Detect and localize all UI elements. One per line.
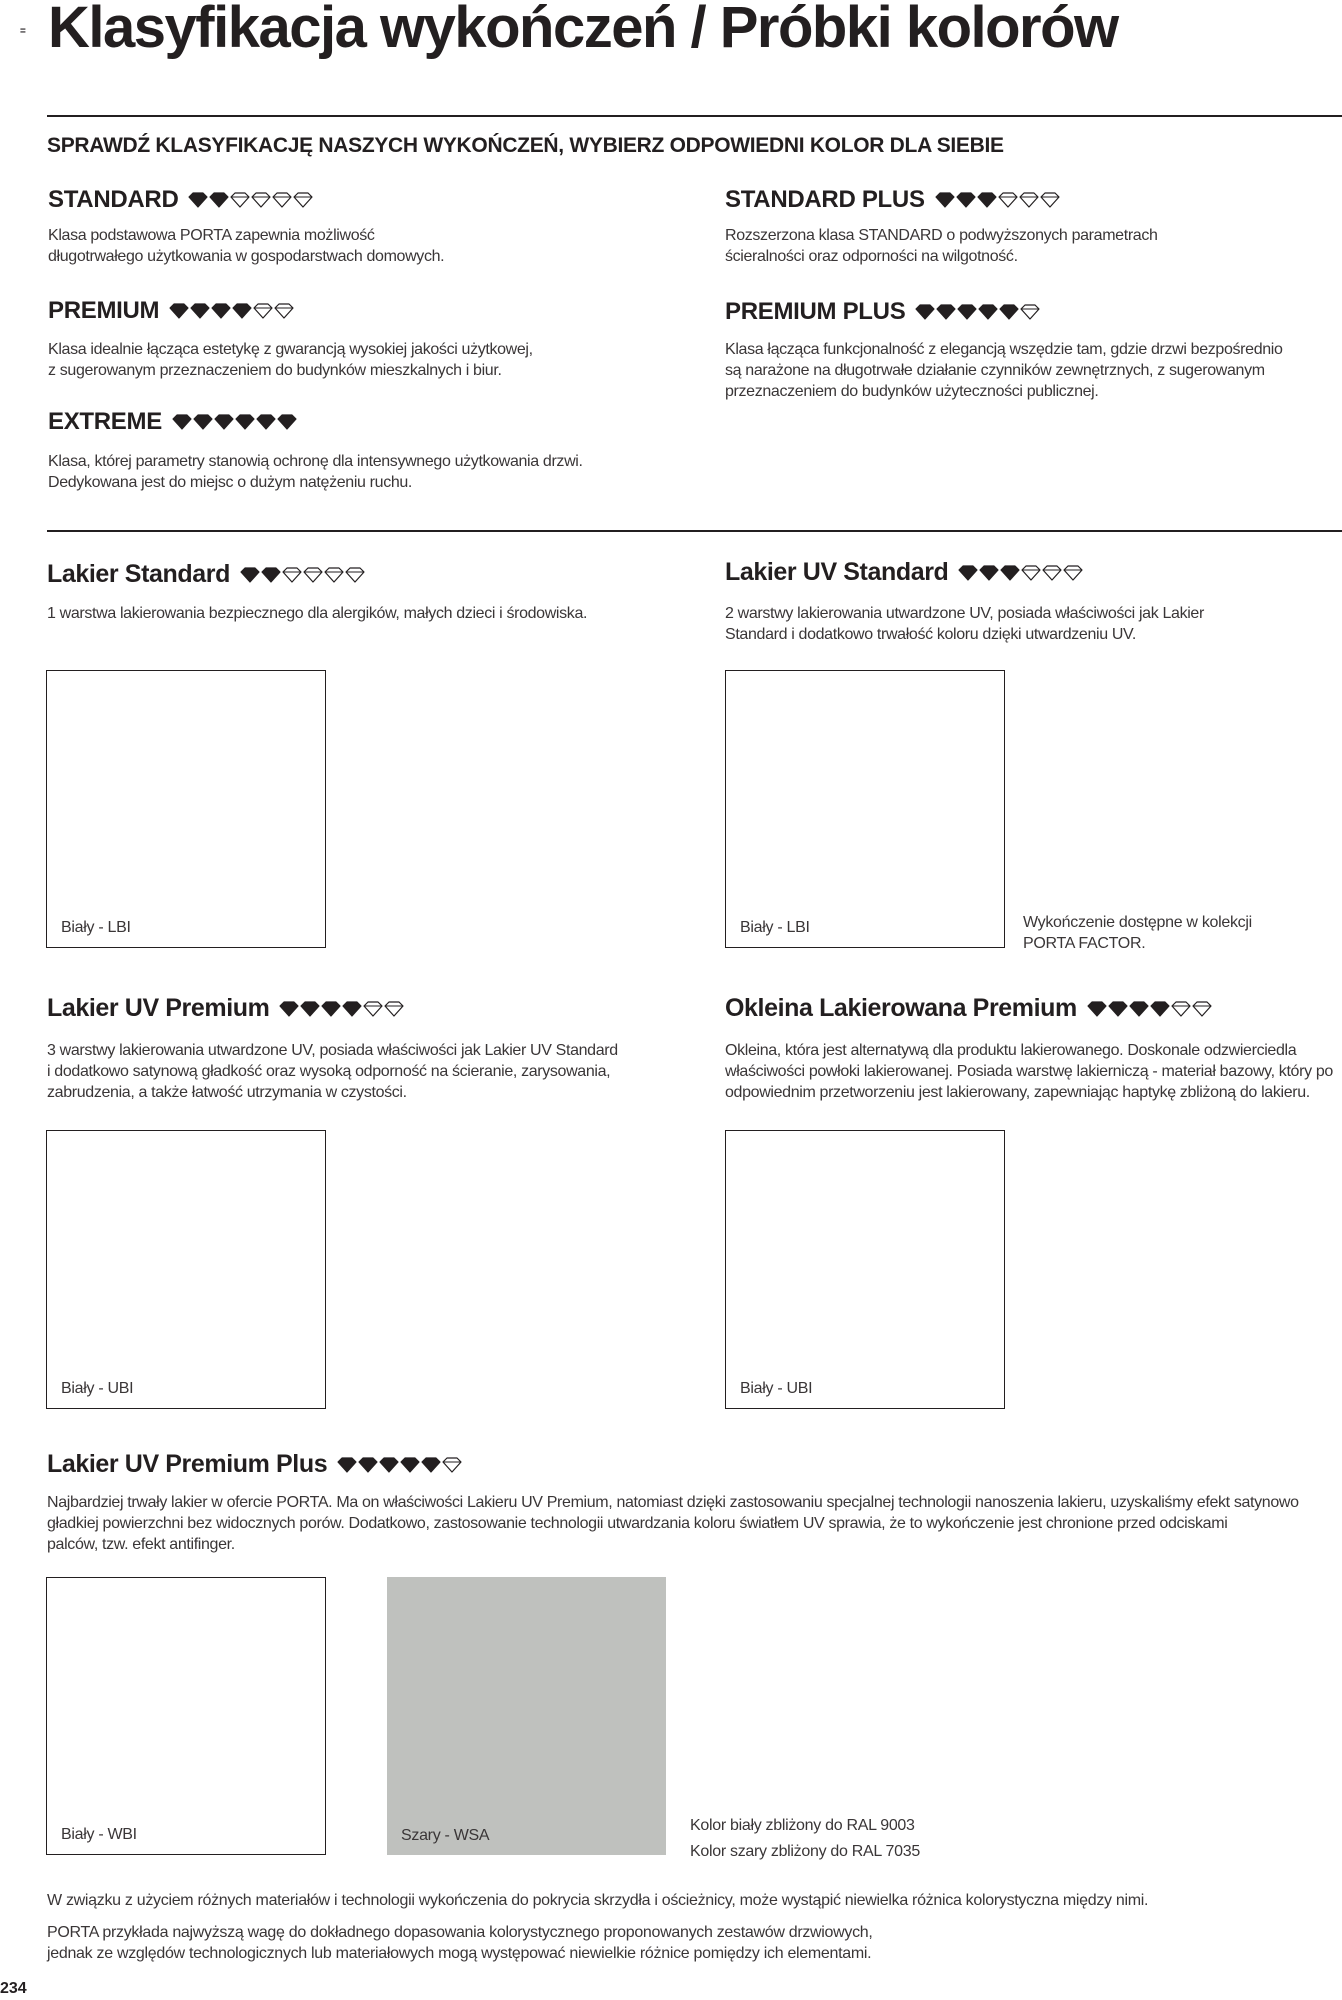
diamond-rating: [958, 565, 1083, 581]
filled-diamond-icon: [400, 1457, 420, 1473]
filled-diamond-icon: [337, 1457, 357, 1473]
desc-line: i dodatkowo satynową gładkość oraz wysoką odporność na ścieranie, zarysowania,: [47, 1063, 611, 1080]
finish-lakier-uv-standard-title: [725, 558, 1083, 587]
empty-diamond-icon: [282, 567, 302, 583]
swatch-label: Biały - LBI: [740, 919, 810, 936]
filled-diamond-icon: [279, 1001, 299, 1017]
diamond-rating: [915, 304, 1040, 320]
filled-diamond-icon: [1108, 1001, 1128, 1017]
empty-diamond-icon: [998, 192, 1018, 208]
finish-lakier-uv-standard-desc: [725, 603, 1335, 645]
diamond-rating: [188, 192, 313, 208]
note-line: Kolor biały zbliżony do RAL 9003: [690, 1817, 915, 1834]
filled-diamond-icon: [209, 192, 229, 208]
color-swatch-white[interactable]: [725, 1130, 1005, 1409]
diamond-rating: [279, 1001, 404, 1017]
empty-diamond-icon: [303, 567, 323, 583]
desc-line: Dedykowana jest do miejsc o dużym natężeniu ruchu.: [48, 474, 413, 491]
finish-name: Lakier UV Premium Plus: [47, 1450, 328, 1478]
filled-diamond-icon: [277, 414, 297, 430]
class-name: STANDARD PLUS: [725, 186, 925, 213]
empty-diamond-icon: [1019, 192, 1039, 208]
desc-line: odpowiednim przetworzeniu jest lakierowany, zapewniając haptykę zbliżoną do lakieru.: [725, 1084, 1310, 1101]
empty-diamond-icon: [1021, 565, 1041, 581]
finish-lakier-standard-desc: [47, 603, 697, 624]
finish-name: Okleina Lakierowana Premium: [725, 994, 1077, 1022]
diamond-rating: [169, 303, 294, 319]
filled-diamond-icon: [235, 414, 255, 430]
top-divider: [47, 115, 1342, 117]
filled-diamond-icon: [1087, 1001, 1107, 1017]
filled-diamond-icon: [321, 1001, 341, 1017]
desc-line: Klasa idealnie łącząca estetykę z gwarancją wysokiej jakości użytkowej,: [48, 341, 533, 358]
swatch-label: Biały - UBI: [61, 1380, 134, 1397]
class-premium-desc: [48, 339, 668, 381]
empty-diamond-icon: [345, 567, 365, 583]
color-swatch-white[interactable]: [46, 1577, 326, 1855]
finish-name: Lakier UV Premium: [47, 994, 270, 1022]
class-standard-desc: [48, 225, 668, 267]
filled-diamond-icon: [358, 1457, 378, 1473]
empty-diamond-icon: [1020, 304, 1040, 320]
note-line: Kolor szary zbliżony do RAL 7035: [690, 1843, 920, 1860]
finish-lakier-uv-premium-desc: [47, 1040, 697, 1103]
desc-line: z sugerowanym przeznaczeniem do budynków mieszkalnych i biur.: [48, 362, 502, 379]
empty-diamond-icon: [1040, 192, 1060, 208]
footer-note: [47, 1890, 1342, 1911]
finish-name: Lakier Standard: [47, 560, 230, 588]
class-name: PREMIUM: [48, 297, 160, 324]
filled-diamond-icon: [190, 303, 210, 319]
desc-line: Najbardziej trwały lakier w ofercie PORTA. Ma on właściwości Lakieru UV Premium, natomiast dzięki zastosowaniu specjalnej technologii nanoszenia lakieru, uzyskaliśmy efekt satynowo: [47, 1494, 1299, 1511]
desc-line: zabrudzenia, a także łatwość utrzymania w czystości.: [47, 1084, 407, 1101]
color-swatch-white[interactable]: [46, 1130, 326, 1409]
color-swatch-white[interactable]: [725, 670, 1005, 948]
empty-diamond-icon: [363, 1001, 383, 1017]
desc-line: 3 warstwy lakierowania utwardzone UV, posiada właściwości jak Lakier UV Standard: [47, 1042, 618, 1059]
class-standard-title: [48, 186, 313, 214]
swatch-label: Szary - WSA: [401, 1827, 490, 1844]
swatch-label: Biały - LBI: [61, 919, 131, 936]
filled-diamond-icon: [1129, 1001, 1149, 1017]
empty-diamond-icon: [442, 1457, 462, 1473]
class-standard-plus-desc: [725, 225, 1335, 267]
filled-diamond-icon: [193, 414, 213, 430]
color-swatch-gray[interactable]: [387, 1577, 666, 1855]
class-extreme-title: [48, 408, 297, 436]
diamond-rating: [172, 414, 297, 430]
filled-diamond-icon: [261, 567, 281, 583]
filled-diamond-icon: [169, 303, 189, 319]
note-line: jednak ze względów technologicznych lub materiałowych mogą występować niewielkie różnice pomiędzy ich elementami.: [47, 1945, 872, 1962]
ral-notes: [690, 1813, 1090, 1865]
empty-diamond-icon: [1171, 1001, 1191, 1017]
empty-diamond-icon: [253, 303, 273, 319]
desc-line: długotrwałego użytkowania w gospodarstwach domowych.: [48, 248, 445, 265]
swatch-label: Biały - WBI: [61, 1826, 137, 1843]
empty-diamond-icon: [230, 192, 250, 208]
filled-diamond-icon: [956, 192, 976, 208]
filled-diamond-icon: [1150, 1001, 1170, 1017]
finish-lakier-uv-premium-plus-desc: [47, 1492, 1342, 1555]
class-standard-plus-title: [725, 186, 1060, 214]
desc-line: gładkiej powierzchni bez widocznych porów. Dodatkowo, zastosowanie technologii utwardzania koloru światłem UV sprawia, że to wykończenie jest chronione przed odciskami: [47, 1515, 1228, 1532]
filled-diamond-icon: [935, 192, 955, 208]
filled-diamond-icon: [958, 565, 978, 581]
desc-line: Klasa podstawowa PORTA zapewnia możliwość: [48, 227, 375, 244]
filled-diamond-icon: [421, 1457, 441, 1473]
desc-line: palców, tzw. efekt antifinger.: [47, 1536, 235, 1553]
desc-line: Klasa, której parametry stanowią ochronę dla intensywnego użytkowania drzwi.: [48, 453, 583, 470]
filled-diamond-icon: [979, 565, 999, 581]
diamond-rating: [337, 1457, 462, 1473]
empty-diamond-icon: [251, 192, 271, 208]
page-number: 234: [0, 1980, 27, 1997]
filled-diamond-icon: [211, 303, 231, 319]
filled-diamond-icon: [342, 1001, 362, 1017]
class-premium-title: [48, 297, 294, 325]
finish-okleina-lakierowana-premium-title: [725, 994, 1212, 1023]
desc-line: Okleina, która jest alternatywą dla produktu lakierowanego. Doskonale odzwierciedla: [725, 1042, 1297, 1059]
empty-diamond-icon: [384, 1001, 404, 1017]
desc-line: 2 warstwy lakierowania utwardzone UV, posiada właściwości jak Lakier: [725, 605, 1204, 622]
finish-name: Lakier UV Standard: [725, 558, 949, 586]
swatch-label: Biały - UBI: [740, 1380, 813, 1397]
class-name: STANDARD: [48, 186, 179, 213]
note-line: PORTA przykłada najwyższą wagę do dokładnego dopasowania kolorystycznego proponowanych zestawów drzwiowych,: [47, 1924, 873, 1941]
desc-line: Klasa łącząca funkcjonalność z elegancją wszędzie tam, gdzie drzwi bezpośrednio: [725, 341, 1283, 358]
filled-diamond-icon: [256, 414, 276, 430]
filled-diamond-icon: [188, 192, 208, 208]
filled-diamond-icon: [214, 414, 234, 430]
filled-diamond-icon: [915, 304, 935, 320]
desc-line: ścieralności oraz odporności na wilgotność.: [725, 248, 1018, 265]
desc-line: przeznaczeniem do budynków użyteczności publicznej.: [725, 383, 1099, 400]
availability-note: [1023, 912, 1333, 954]
filled-diamond-icon: [957, 304, 977, 320]
filled-diamond-icon: [172, 414, 192, 430]
empty-diamond-icon: [1192, 1001, 1212, 1017]
section-divider: [47, 530, 1342, 532]
empty-diamond-icon: [274, 303, 294, 319]
filled-diamond-icon: [936, 304, 956, 320]
filled-diamond-icon: [379, 1457, 399, 1473]
desc-line: są narażone na długotrwałe działanie czynników zewnętrznych, z sugerowanym: [725, 362, 1265, 379]
desc-line: Standard i dodatkowo trwałość koloru dzięki utwardzeniu UV.: [725, 626, 1136, 643]
note-line: Wykończenie dostępne w kolekcji: [1023, 914, 1252, 931]
finish-lakier-uv-premium-title: [47, 994, 404, 1023]
empty-diamond-icon: [324, 567, 344, 583]
class-name: PREMIUM PLUS: [725, 298, 906, 325]
class-extreme-desc: [48, 451, 688, 493]
filled-diamond-icon: [1000, 565, 1020, 581]
filled-diamond-icon: [240, 567, 260, 583]
desc-line: właściwości powłoki lakierowanej. Posiada warstwę lakierniczą - materiał bazowy, który po: [725, 1063, 1333, 1080]
empty-diamond-icon: [272, 192, 292, 208]
filled-diamond-icon: [300, 1001, 320, 1017]
diamond-rating: [240, 567, 365, 583]
corner-mark: =: [20, 26, 26, 37]
desc-line: 1 warstwa lakierowania bezpiecznego dla alergików, małych dzieci i środowiska.: [47, 605, 588, 622]
diamond-rating: [935, 192, 1060, 208]
class-name: EXTREME: [48, 408, 162, 435]
desc-line: Rozszerzona klasa STANDARD o podwyższonych parametrach: [725, 227, 1158, 244]
classification-heading: SPRAWDŹ KLASYFIKACJĘ NASZYCH WYKOŃCZEŃ, WYBIERZ ODPOWIEDNI KOLOR DLA SIEBIE: [47, 134, 1004, 157]
diamond-rating: [1087, 1001, 1212, 1017]
class-premium-plus-desc: [725, 339, 1340, 402]
filled-diamond-icon: [999, 304, 1019, 320]
finish-okleina-lakierowana-premium-desc: [725, 1040, 1342, 1103]
filled-diamond-icon: [232, 303, 252, 319]
note-line: W związku z użyciem różnych materiałów i technologii wykończenia do pokrycia skrzydła i ościeżnicy, może wystąpić niewielka różnica kolorystyczna między nimi.: [47, 1892, 1149, 1909]
finish-lakier-uv-premium-plus-title: [47, 1450, 462, 1479]
page-title: Klasyfikacja wykończeń / Próbki kolorów: [48, 0, 1118, 60]
finish-lakier-standard-title: [47, 560, 365, 589]
filled-diamond-icon: [978, 304, 998, 320]
color-swatch-white[interactable]: [46, 670, 326, 948]
empty-diamond-icon: [293, 192, 313, 208]
filled-diamond-icon: [977, 192, 997, 208]
empty-diamond-icon: [1042, 565, 1062, 581]
note-line: PORTA FACTOR.: [1023, 935, 1146, 952]
footer-note: [47, 1922, 1342, 1964]
empty-diamond-icon: [1063, 565, 1083, 581]
class-premium-plus-title: [725, 298, 1040, 326]
